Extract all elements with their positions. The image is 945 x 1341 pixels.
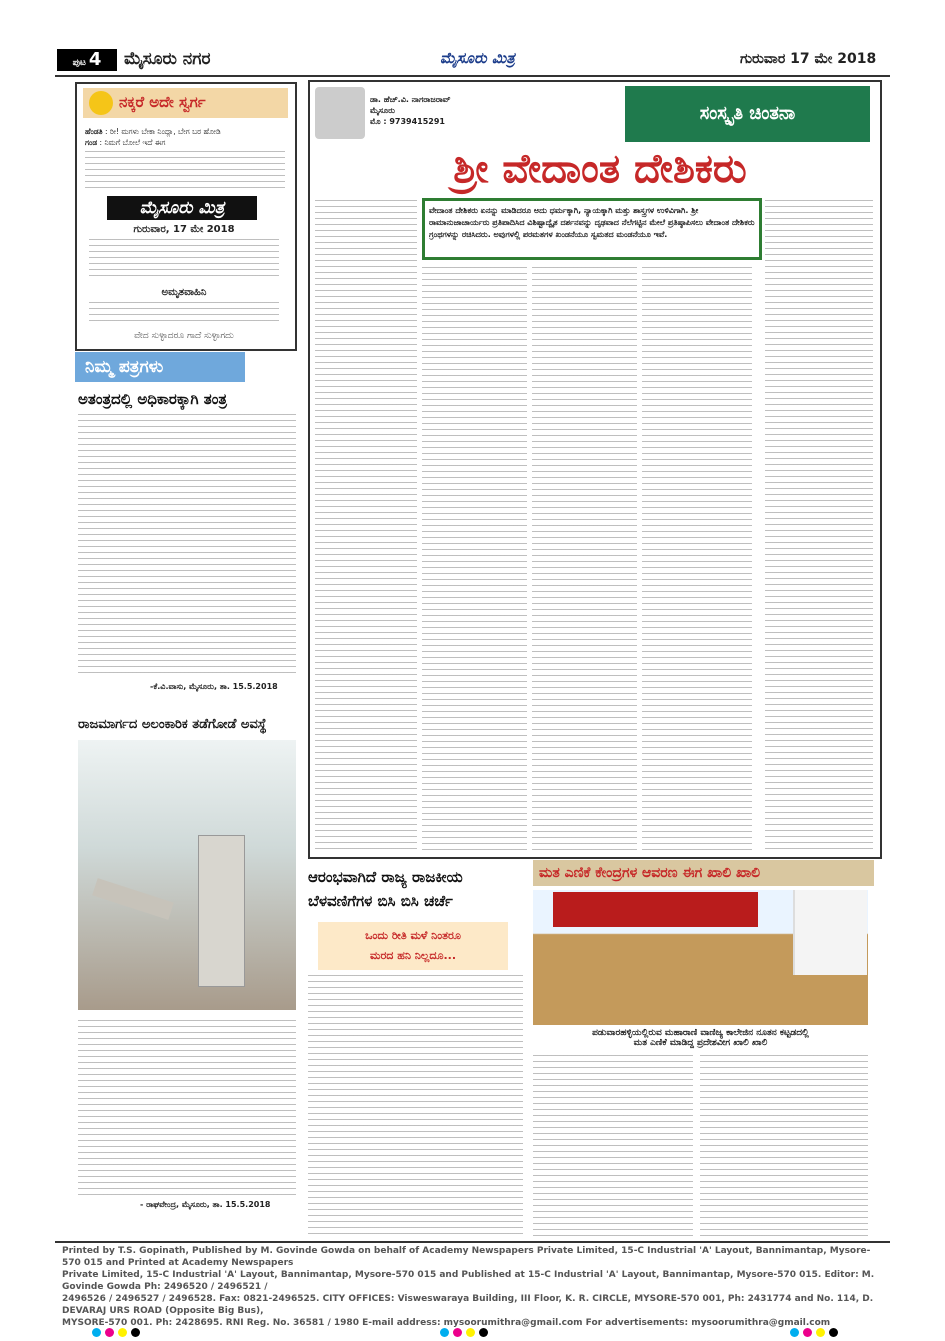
- political-title-1: ಆರಂಭವಾಗಿದೆ ರಾಜ್ಯ ರಾಜಕೀಯ: [308, 868, 463, 886]
- footer-line: Printed by T.S. Gopinath, Published by M. Govinde Gowda on behalf of Academy Newspapers Private Limited, 15-C Industrial 'A' Layout, Bannimantap, Mysore-570 015 and Printed at Academy Newspapers: [62, 1246, 871, 1268]
- author-photo: [315, 87, 365, 139]
- feature-col-lines: [422, 267, 527, 850]
- feature-article: [308, 80, 882, 859]
- amrutavani-title: ಅಮೃತವಾಹಿನಿ: [161, 287, 207, 298]
- joke-line: ನಿಮಗೆ ಬೋಲೆ ಇದೆ ಈಗ: [104, 138, 166, 147]
- logo-date: ಗುರುವಾರ, 17 ಮೇ 2018: [133, 224, 235, 235]
- letters-banner: ನಿಮ್ಮ ಪತ್ರಗಳು: [75, 352, 245, 382]
- quote-lines: [89, 302, 279, 326]
- feature-col-lines: [765, 200, 873, 850]
- joke-title: ನಕ್ಕರೆ ಅದೇ ಸ್ವರ್ಗ: [119, 93, 206, 111]
- letter-signature: - ರಾಘವೇಂದ್ರ, ಮೈಸೂರು, ತಾ. 15.5.2018: [140, 1200, 271, 1209]
- author-place: ಮೈಸೂರು: [370, 106, 395, 115]
- counting-body-lines: [533, 1055, 693, 1237]
- joke-body-lines: [85, 151, 285, 191]
- header-date: ಗುರುವಾರ 17 ಮೇ 2018: [740, 51, 877, 67]
- counting-photo: [533, 890, 868, 1025]
- political-subhead: [318, 922, 508, 970]
- joke-banner: [83, 88, 288, 118]
- political-headline: [308, 868, 523, 910]
- imprint-footer: [62, 1245, 887, 1329]
- feature-col-lines: [532, 267, 637, 850]
- feature-title: ಶ್ರೀ ವೇದಾಂತ ದೇಶಿಕರು: [453, 146, 747, 192]
- imprint-lines: [89, 239, 279, 279]
- footer-line: 2496526 / 2496527 / 2496528. Fax: 0821-2496525. CITY OFFICES: Visweswaraya Building, III Floor, K. R. CIRCLE, MYSORE-570 001, Ph: 2431774 and No. 114, D. DEVARAJ URS ROAD (Opposite Big Bus),: [62, 1294, 874, 1316]
- joke-speaker: ಹೆಂಡತಿ: [85, 127, 103, 136]
- registration-dots: [790, 1322, 842, 1341]
- counting-title: ಮತ ಎಣಿಕೆ ಕೇಂದ್ರಗಳ ಆವರಣ ಈಗ ಖಾಲಿ ಖಾಲಿ: [533, 860, 874, 886]
- joke-line: ರೀ! ಮಗಳು ಬೇಕಾ ನಿಂದ್ಲಾ, ಬೇಗ ಬರ ಹೋಡಿ: [109, 127, 221, 136]
- letter-title: ರಾಜಮಾರ್ಗದ ಅಲಂಕಾರಿಕ ತಡೆಗೋಡೆ ಅವಸ್ಥೆ: [78, 717, 267, 732]
- photo-caption: [533, 1028, 868, 1048]
- caption-line-1: ಪಡುವಾರಹಳ್ಳಿಯಲ್ಲಿರುವ ಮಹಾರಾಣಿ ವಾಣಿಜ್ಯ ಕಾಲೇಜಿನ ನೂತನ ಕಟ್ಟಡದಲ್ಲಿ: [592, 1028, 809, 1038]
- author-byline: [370, 94, 451, 127]
- proverb: ವೇದ ಸುಳ್ಳಾದರೂ ಗಾದೆ ಸುಳ್ಳಾಗದು: [134, 331, 234, 341]
- political-body-lines: [308, 975, 523, 1237]
- mysoorumitra-logo: ಮೈಸೂರು ಮಿತ್ರ: [107, 196, 257, 220]
- letter-body-lines: [78, 414, 296, 676]
- counting-body-lines: [700, 1055, 868, 1237]
- joke-speaker: ಗಂಡ: [85, 138, 98, 147]
- column-card: ಸಂಸ್ಕೃತಿ ಚಿಂತನಾ: [625, 86, 870, 142]
- feature-col-lines: [642, 267, 752, 850]
- tent-shape: [553, 892, 758, 927]
- footer-rule: [55, 1241, 890, 1243]
- rail-photo: [78, 740, 296, 1010]
- registration-dots: [92, 1322, 144, 1341]
- building-shape: [793, 890, 867, 975]
- page-prefix: ಪುಟ: [72, 58, 86, 68]
- caption-line-2: ಮತ ಎಣಿಕೆ ಮಾಡಿದ್ದ ಪ್ರದೇಶವೀಗ ಖಾಲಿ ಖಾಲಿ: [633, 1038, 768, 1048]
- letter-signature: -ಕೆ.ವಿ.ವಾಸು, ಮೈಸೂರು, ತಾ. 15.5.2018: [150, 682, 278, 691]
- pillar-shape: [198, 835, 245, 987]
- laughing-face-icon: [89, 91, 113, 115]
- letter-title: ಅತಂತ್ರದಲ್ಲಿ ಅಧಿಕಾರಕ್ಕಾಗಿ ತಂತ್ರ: [78, 390, 227, 408]
- left-info-box: [75, 82, 297, 351]
- political-sub-1: ಒಂದು ರೀತಿ ಮಳೆ ನಿಂತರೂ: [365, 929, 461, 942]
- footer-line: MYSORE-570 001. Ph: 2428695. RNI Reg. No. 36581 / 1980 E-mail address: mysoorumithra@gmail.com For advertisements: mysoorumithra@gmail.com: [62, 1318, 831, 1328]
- author-phone: ಮೊ : 9739415291: [370, 117, 445, 126]
- pullquote-box: ವೇದಾಂತ ದೇಶಿಕರು ಏನನ್ನು ಮಾಡಿದರೂ ಅದು ಧರ್ಮಕ್ಕಾಗಿ, ನ್ಯಾಯಕ್ಕಾಗಿ ಮತ್ತು ಶಾಸ್ತ್ರಗಳ ಉಳಿವಿಗಾಗಿ. ಶ್ರೀ ರಾಮಾನುಜಾಚಾರ್ಯರು ಪ್ರತಿಪಾದಿಸಿದ ವಿಶಿಷ್ಟಾದ್ವೈತ ದರ್ಶನವನ್ನು ದೃಢವಾದ ನೆಲೆಗಟ್ಟಿನ ಮೇಲೆ ಪ್ರತಿಷ್ಠಾಪಿಸಲು ವೇದಾಂತ ದೇಶಿಕರು ಗ್ರಂಥಗಳನ್ನು ರಚಿಸಿದರು. ಅವುಗಳಲ್ಲಿ ಪರಮತಗಳ ಖಂಡನೆಯೂ ಸ್ವಮತದ ಮಂಡನೆಯೂ ಇವೆ.: [422, 198, 762, 260]
- registration-dots: [440, 1322, 492, 1341]
- joke-text: ಹೆಂಡತಿ : ರೀ! ಮಗಳು ಬೇಕಾ ನಿಂದ್ಲಾ, ಬೇಗ ಬರ ಹೋಡಿ ಗಂಡ : ನಿಮಗೆ ಬೋಲೆ ಇದೆ ಈಗ: [85, 126, 285, 191]
- page-number-badge: [57, 49, 117, 71]
- footer-line: Private Limited, 15-C Industrial 'A' Layout, Bannimantap, Mysore-570 015 and Published at 15-C Industrial 'A' Layout, Bannimantap, Mysore-570 015. Editor: M. Govinde Gowda Ph: 2496520 / 2496521 /: [62, 1270, 875, 1292]
- letter-body-lines: [78, 1020, 296, 1198]
- author-name: ಡಾ. ಹೆಚ್.ವಿ. ನಾಗರಾಜರಾವ್: [370, 95, 451, 104]
- feature-col-lines: [315, 200, 417, 850]
- political-sub-2: ಮರದ ಹನಿ ನಿಲ್ಲದೂ...: [370, 949, 456, 962]
- section-title: ಮೈಸೂರು ನಗರ: [124, 49, 211, 69]
- page-number: 4: [88, 49, 102, 70]
- broken-rail-shape: [92, 878, 174, 920]
- political-title-2: ಬೆಳವಣಿಗೆಗಳ ಬಿಸಿ ಬಿಸಿ ಚರ್ಚೆ: [308, 892, 453, 910]
- masthead: ಮೈಸೂರು ಮಿತ್ರ: [440, 49, 515, 67]
